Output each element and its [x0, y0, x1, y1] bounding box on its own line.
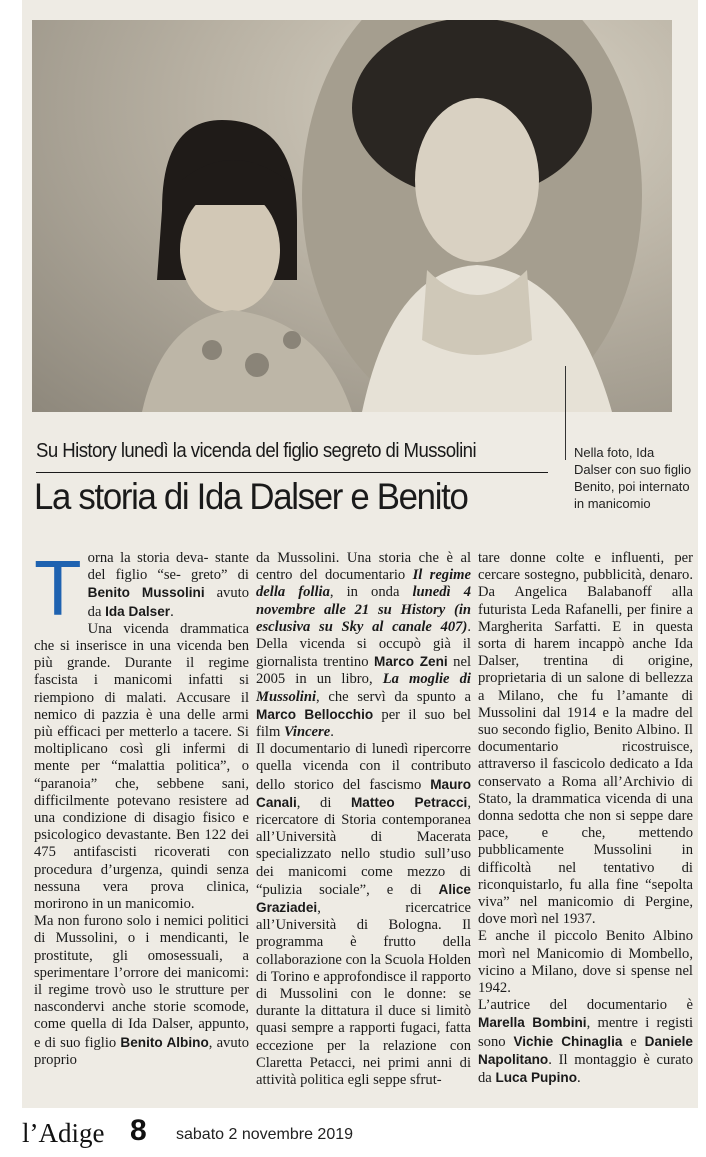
paragraph: Ma non furono solo i nemici politici di Mussolini, o i mendicanti, le prostitute, gli omosessuali, a sperimentare l’orrore dei manicomi: il regime trovò uso le strutture per nascondervi anche storie scomode, come quella di Ida Dalser, appunto, e di suo figlio Benito Albino, avuto proprio	[34, 913, 249, 1068]
page-number: 8	[130, 1114, 147, 1147]
article-headline: La storia di Ida Dalser e Benito	[34, 476, 468, 517]
photo-illustration	[32, 20, 672, 412]
paragraph: E anche il piccolo Benito Albino morì nel Manicomio di Mombello, vicino a Milano, dove si spense nel 1942.	[478, 928, 693, 997]
paragraph: tare donne colte e influenti, per cercare sostegno, pubblicità, denaro. Da Angelica Balabanoff alla futurista Leda Rafanelli, per finire a Margherita Sarfatti. E in questa sorta di harem incappò anche Ida Dalser, trentina di origine, proprietaria di un salone di bellezza a Milano, che fu l’amante di Mussolini dal 1914 e la madre del suo secondo figlio, Benito Albino. Il documentario ricostruisce, attraverso il fascicolo dedicato a Ida conservato a Roma all’Archivio di Stato, la drammatica vicenda di una donna sedotta che non si seppe dare pace, e che, mettendo pubblicamente Mussolini in difficoltà nel tentativo di riconquistarlo, fu alla fine “sepolta viva” nel manicomio di Pergine, dove morì nel 1937.	[478, 550, 693, 928]
paragraph: da Mussolini. Una storia che è al centro del documentario Il regime della follia, in onda lunedì 4 novembre alle 21 su History (in esclusiva su Sky al canale 407). Della vicenda si occupò già il giornalista trentino Marco Zeni nel 2005 in un libro, La moglie di Mussolini, che servì da spunto a Marco Bellocchio per il suo bel film Vincere.	[256, 550, 471, 741]
kicker-divider	[36, 472, 548, 473]
caption-leader-line	[565, 366, 566, 460]
paragraph: L’autrice del documentario è Marella Bombini, mentre i registi sono Vichie Chinaglia e Daniele Napolitano. Il montaggio è curato da Luca Pupino.	[478, 997, 693, 1087]
paragraph: Una vicenda drammatica che si inserisce in una vicenda ben più grande. Durante il regime fascista i manicomi infatti si riempiono di malati. Accusare il nemico di pazzia è una delle armi più efficaci per metterlo a tacere. Si moltiplicano così gli infermi di mente per “malattia politica”, o “paranoia” che, sebbene sani, difficilmente potevano resistere ad una condizione di disagio fisico e psicologico devastante. Ben 122 dei 475 antifascisti ricoverati con procedura d’urgenza, quindi senza nessuna vera prova clinica, morirono in un manicomio.	[34, 620, 249, 913]
photo-caption: Nella foto, Ida Dalser con suo figlio Benito, poi internato in manicomio	[574, 445, 692, 511]
article-kicker: Su History lunedì la vicenda del figlio segreto di Mussolini	[36, 440, 477, 462]
issue-date: sabato 2 novembre 2019	[176, 1126, 354, 1143]
article-column-1	[34, 544, 249, 1069]
paragraph: Torna la storia deva- stante del figlio “se- greto” di Benito Mussolini avuto da Ida Dalser.	[34, 544, 249, 632]
drop-cap: T	[34, 544, 82, 632]
article-photo	[32, 20, 672, 412]
paragraph: Il documentario di lunedì ripercorre quella vicenda con il contributo dello storico del fascismo Mauro Canali, di Matteo Petracci, ricercatore di Storia contemporanea all’Università di Macerata specializzato nello studio sull’uso dei manicomi come mezzo di “pulizia sociale”, e di Alice Graziadei, ricercatrice all’Università di Bologna. Il programma è frutto della collaborazione con la Scuola Holden di Torino e approfondisce il rapporto di Mussolini con le donne: se durante la dittatura il duce si limitò quasi sempre a rapporti fugaci, fatta eccezione per la relazione con Claretta Petacci, nei primi anni di attività politica egli seppe sfrut-	[256, 741, 471, 1089]
article-column-2	[256, 550, 471, 1089]
newspaper-logo: l’Adige	[22, 1118, 105, 1148]
article-column-3	[478, 550, 693, 1087]
